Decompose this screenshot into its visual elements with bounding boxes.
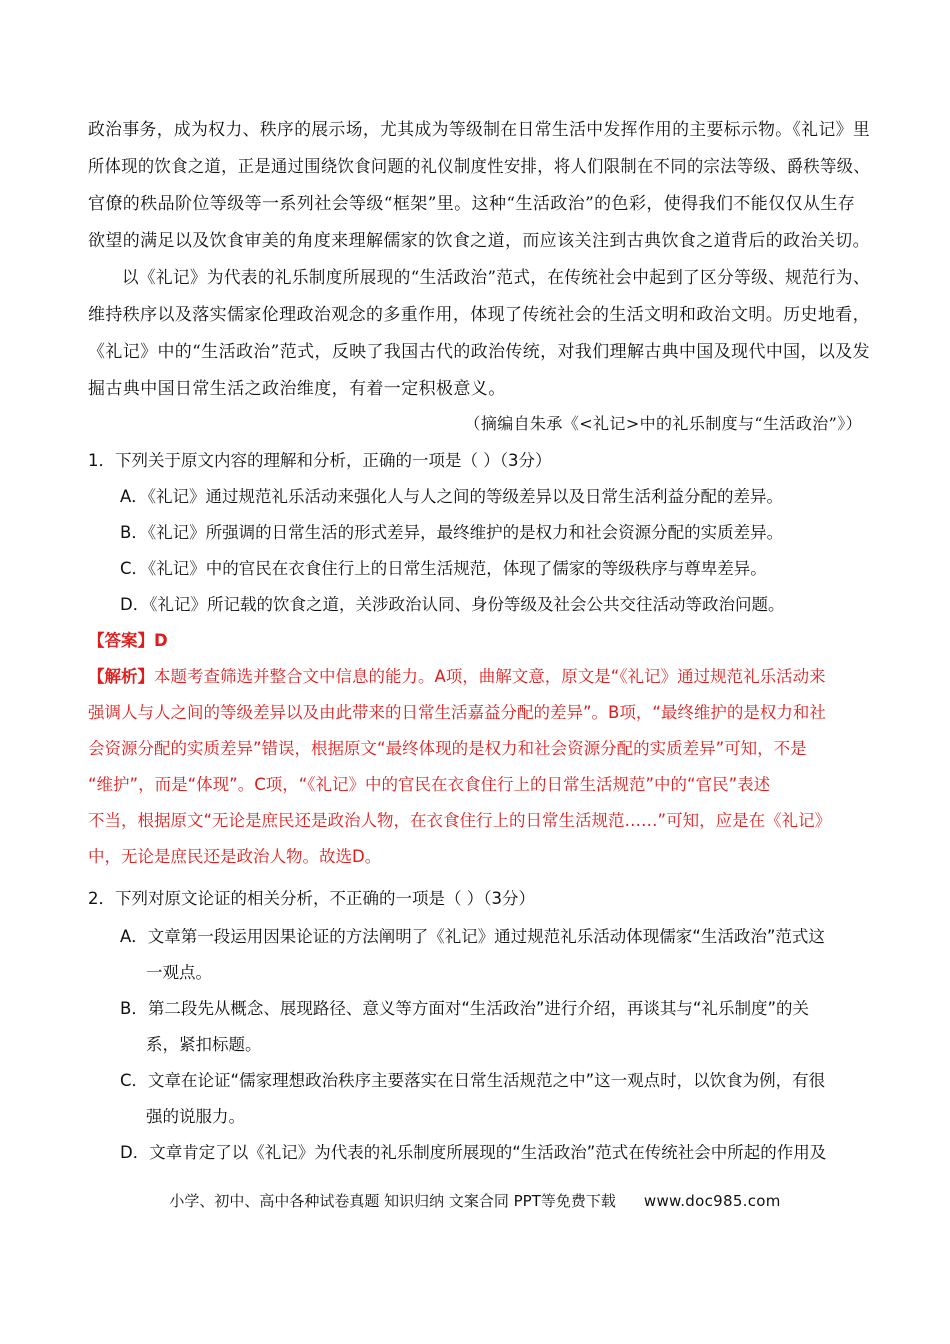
analysis-line: 不当，根据原文“无论是庶民还是政治人物，在衣食住行上的日常生活规范……”可知，应是在《礼记》 xyxy=(88,811,832,830)
question-2-option-b: B．第二段先从概念、展现路径、意义等方面对“生活政治”进行介绍，再谈其与“礼乐制度”的关 xyxy=(120,999,810,1018)
passage-line: 政治事务，成为权力、秩序的展示场，尤其成为等级制在日常生活中发挥作用的主要标示物。《礼记》里 xyxy=(88,120,871,140)
question-1-analysis xyxy=(88,665,950,689)
passage-line: 《礼记》中的“生活政治”范式，反映了我国古代的政治传统，对我们理解古典中国及现代中国，以及发 xyxy=(88,342,870,362)
question-2-option-c-cont: 强的说服力。 xyxy=(146,1107,245,1126)
question-2-option-d: D．文章肯定了以《礼记》为代表的礼乐制度所展现的“生活政治”范式在传统社会中所起的作用及 xyxy=(120,1143,827,1162)
analysis-line: “维护”，而是“体现”。C项，“《礼记》中的官民在衣食住行上的日常生活规范”中的“官民”表述 xyxy=(88,775,771,794)
passage-line: 官僚的秩品阶位等级等一系列社会等级“框架”里。这种“生活政治”的色彩，使得我们不能仅仅从生存 xyxy=(88,194,856,214)
page-footer xyxy=(0,1190,950,1211)
passage-line: 欲望的满足以及饮食审美的角度来理解儒家的饮食之道，而应该关注到古典饮食之道背后的政治关切。 xyxy=(88,231,870,251)
question-2-option-b-cont: 系，紧扣标题。 xyxy=(146,1035,262,1054)
passage-line: 以《礼记》为代表的礼乐制度所展现的“生活政治”范式，在传统社会中起到了区分等级、规范行为、 xyxy=(122,268,870,288)
footer-url[interactable]: www.doc985.com xyxy=(643,1192,781,1210)
question-1-stem: 1．下列关于原文内容的理解和分析，正确的一项是（ ）（3分） xyxy=(88,451,552,470)
passage-source: （摘编自朱承《<礼记>中的礼乐制度与“生活政治”》） xyxy=(464,414,862,433)
question-1-option-b: B．《礼记》所强调的日常生活的形式差异，最终维护的是权力和社会资源分配的实质差异。 xyxy=(120,523,784,542)
footer-text: 小学、初中、高中各种试卷真题 知识归纳 文案合同 PPT等免费下载 xyxy=(169,1192,616,1210)
analysis-line: 中，无论是庶民还是政治人物。故选D。 xyxy=(88,847,382,866)
analysis-line: 会资源分配的实质差异”错误，根据原文“最终体现的是权力和社会资源分配的实质差异”可知，不是 xyxy=(88,739,807,758)
answer-label: 【答案】 xyxy=(88,631,154,650)
analysis-line: 强调人与人之间的等级差异以及由此带来的日常生活嘉益分配的差异”。B项，“最终维护的是权力和社 xyxy=(88,703,826,722)
question-1-option-d: D．《礼记》所记载的饮食之道，关涉政治认同、身份等级及社会公共交往活动等政治问题。 xyxy=(120,595,785,614)
passage-line: 掘古典中国日常生活之政治维度，有着一定积极意义。 xyxy=(88,379,506,399)
analysis-line: 本题考查筛选并整合文中信息的能力。A项，曲解文意，原文是“《礼记》通过规范礼乐活动来 xyxy=(154,667,826,686)
question-1-option-c: C．《礼记》中的官民在衣食住行上的日常生活规范，体现了儒家的等级秩序与尊卑差异。 xyxy=(120,559,767,578)
answer-value: D xyxy=(154,631,168,650)
question-2-option-a: A．文章第一段运用因果论证的方法阐明了《礼记》通过规范礼乐活动体现儒家“生活政治”范式这 xyxy=(120,927,825,946)
question-2-stem: 2．下列对原文论证的相关分析，不正确的一项是（ ）（3分） xyxy=(88,889,535,908)
question-2-option-c: C．文章在论证“儒家理想政治秩序主要落实在日常生活规范之中”这一观点时，以饮食为例，有很 xyxy=(120,1071,826,1090)
passage-line: 维持秩序以及落实儒家伦理政治观念的多重作用，体现了传统社会的生活文明和政治文明。历史地看， xyxy=(88,305,870,325)
question-1-answer xyxy=(88,629,950,653)
analysis-label: 【解析】 xyxy=(88,667,154,686)
question-1-option-a: A．《礼记》通过规范礼乐活动来强化人与人之间的等级差异以及日常生活利益分配的差异。 xyxy=(120,487,784,506)
passage-line: 所体现的饮食之道，正是通过围绕饮食问题的礼仪制度性安排，将人们限制在不同的宗法等级、爵秩等级、 xyxy=(88,157,870,177)
question-2-option-a-cont: 一观点。 xyxy=(146,963,212,982)
